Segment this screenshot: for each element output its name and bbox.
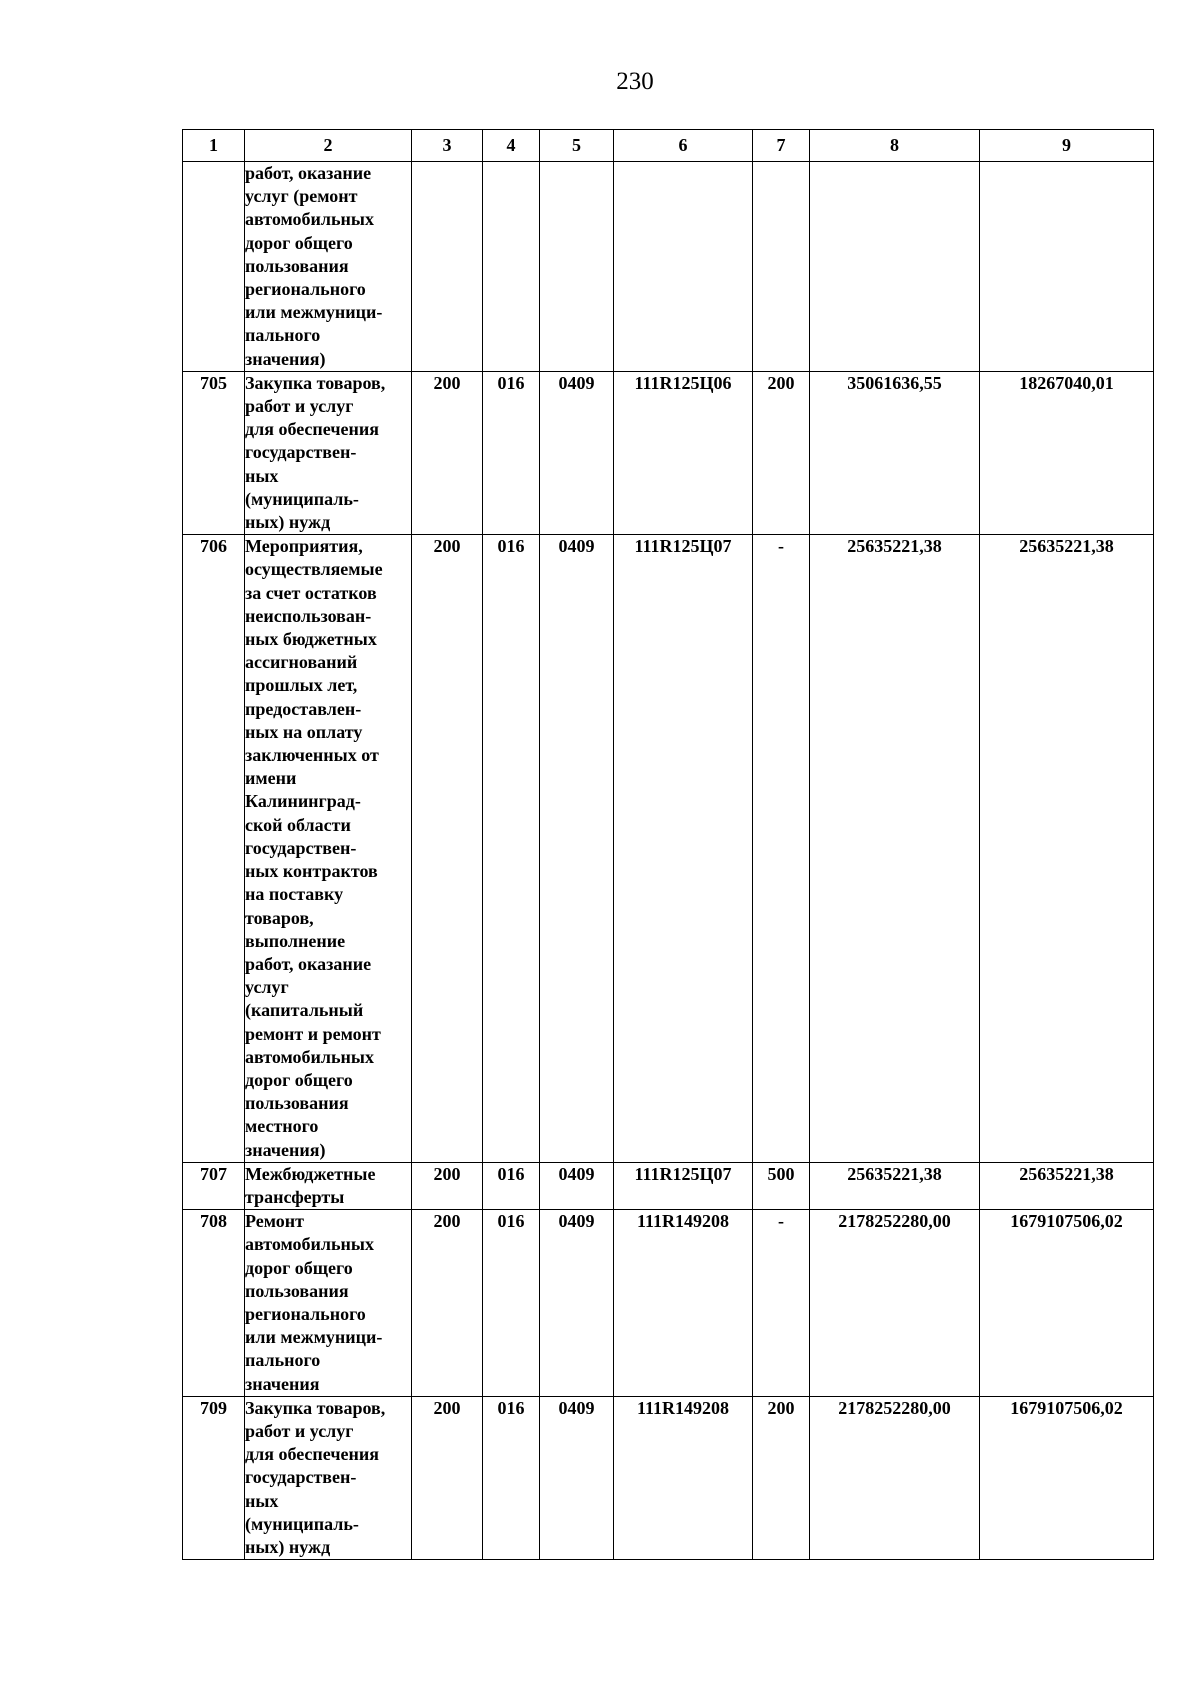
row-number-cell: 707	[183, 1162, 245, 1209]
code-cell-7: 500	[753, 1162, 810, 1209]
amount-cell-9: 18267040,01	[980, 371, 1154, 534]
description-line: пользования	[245, 1093, 349, 1114]
row-number-cell: 705	[183, 371, 245, 534]
description-cell	[245, 1210, 412, 1397]
description-line: Мероприятия,	[245, 536, 363, 557]
description-line: (муниципаль-	[245, 488, 359, 509]
description-line: услуг (ремонт	[245, 186, 358, 207]
description-line: (муниципаль-	[245, 1513, 359, 1534]
amount-cell-8: 35061636,55	[810, 371, 980, 534]
code-cell-3: 200	[412, 371, 483, 534]
description-line: местного	[245, 1116, 319, 1137]
description-line: регионального	[245, 1303, 366, 1324]
code-cell-4: 016	[483, 1396, 540, 1559]
description-line: значения)	[245, 348, 326, 369]
code-cell-6: 111R125Ц06	[614, 371, 753, 534]
code-cell-3: 200	[412, 1210, 483, 1397]
row-number-cell: 708	[183, 1210, 245, 1397]
description-line: государствен-	[245, 1467, 357, 1488]
header-cell: 9	[980, 130, 1154, 162]
code-cell-5: 0409	[540, 1210, 614, 1397]
header-cell: 8	[810, 130, 980, 162]
row-number-cell: 709	[183, 1396, 245, 1559]
page-number: 230	[616, 68, 654, 95]
header-cell: 7	[753, 130, 810, 162]
description-line: ремонт и ремонт	[245, 1023, 381, 1044]
amount-cell-8: 2178252280,00	[810, 1396, 980, 1559]
header-cell: 1	[183, 130, 245, 162]
code-cell-5	[540, 162, 614, 372]
table-row	[183, 1162, 1154, 1209]
amount-cell-9: 1679107506,02	[980, 1396, 1154, 1559]
description-line: работ и услуг	[245, 1420, 354, 1441]
description-line: на поставку	[245, 884, 344, 905]
description-line: за счет остатков	[245, 582, 377, 603]
header-cell: 5	[540, 130, 614, 162]
row-number-cell: 706	[183, 535, 245, 1162]
amount-cell-8	[810, 162, 980, 372]
description-line: услуг	[245, 977, 289, 998]
code-cell-5: 0409	[540, 371, 614, 534]
table-row	[183, 1210, 1154, 1397]
code-cell-7: 200	[753, 371, 810, 534]
table-row	[183, 162, 1154, 372]
description-line: выполнение	[245, 930, 346, 951]
amount-cell-9: 25635221,38	[980, 1162, 1154, 1209]
description-line: пользования	[245, 1280, 349, 1301]
description-line: значения	[245, 1373, 320, 1394]
code-cell-5: 0409	[540, 1162, 614, 1209]
description-line: ных	[245, 1490, 279, 1511]
code-cell-4	[483, 162, 540, 372]
code-cell-7	[753, 162, 810, 372]
description-line: для обеспечения	[245, 1444, 379, 1465]
description-line: автомобильных	[245, 1046, 374, 1067]
description-line: для обеспечения	[245, 419, 379, 440]
description-line: государствен-	[245, 837, 357, 858]
description-cell	[245, 1396, 412, 1559]
description-cell	[245, 371, 412, 534]
description-line: товаров,	[245, 907, 314, 928]
amount-cell-9	[980, 162, 1154, 372]
description-line: ных контрактов	[245, 861, 378, 882]
description-line: ской области	[245, 814, 351, 835]
code-cell-6	[614, 162, 753, 372]
code-cell-7: 200	[753, 1396, 810, 1559]
description-line: дорог общего	[245, 1069, 353, 1090]
amount-cell-9: 25635221,38	[980, 535, 1154, 1162]
description-line: или межмуници-	[245, 1327, 383, 1348]
description-line: осуществляемые	[245, 559, 383, 580]
code-cell-6: 111R125Ц07	[614, 535, 753, 1162]
amount-cell-8: 25635221,38	[810, 1162, 980, 1209]
description-line: Межбюджетные	[245, 1163, 376, 1184]
description-cell	[245, 535, 412, 1162]
description-cell	[245, 1162, 412, 1209]
code-cell-3: 200	[412, 1162, 483, 1209]
code-cell-3	[412, 162, 483, 372]
code-cell-6: 111R149208	[614, 1396, 753, 1559]
code-cell-5: 0409	[540, 1396, 614, 1559]
table-body	[183, 162, 1154, 1560]
description-line: ных бюджетных	[245, 629, 377, 650]
code-cell-4: 016	[483, 371, 540, 534]
amount-cell-8: 2178252280,00	[810, 1210, 980, 1397]
amount-cell-8: 25635221,38	[810, 535, 980, 1162]
description-line: значения)	[245, 1139, 326, 1160]
description-line: дорог общего	[245, 1257, 353, 1278]
code-cell-6: 111R125Ц07	[614, 1162, 753, 1209]
description-line: ных) нужд	[245, 1536, 331, 1557]
description-line: Закупка товаров,	[245, 372, 386, 393]
description-line: имени	[245, 768, 297, 789]
description-line: пального	[245, 1350, 321, 1371]
description-line: регионального	[245, 279, 366, 300]
budget-table	[182, 129, 1154, 1560]
code-cell-5: 0409	[540, 535, 614, 1162]
description-line: неиспользован-	[245, 605, 372, 626]
code-cell-4: 016	[483, 1210, 540, 1397]
description-cell	[245, 162, 412, 372]
header-cell: 4	[483, 130, 540, 162]
description-line: пального	[245, 325, 321, 346]
description-line: Закупка товаров,	[245, 1397, 386, 1418]
description-line: ассигнований	[245, 652, 358, 673]
description-line: пользования	[245, 255, 349, 276]
table-row	[183, 535, 1154, 1162]
description-line: заключенных от	[245, 745, 379, 766]
code-cell-6: 111R149208	[614, 1210, 753, 1397]
header-cell: 6	[614, 130, 753, 162]
description-line: автомобильных	[245, 209, 374, 230]
code-cell-7: -	[753, 535, 810, 1162]
description-line: Калининград-	[245, 791, 361, 812]
code-cell-3: 200	[412, 1396, 483, 1559]
header-cell: 3	[412, 130, 483, 162]
description-line: государствен-	[245, 442, 357, 463]
description-line: работ, оказание	[245, 953, 372, 974]
description-line: ных	[245, 465, 279, 486]
row-number-cell	[183, 162, 245, 372]
code-cell-4: 016	[483, 1162, 540, 1209]
amount-cell-9: 1679107506,02	[980, 1210, 1154, 1397]
description-line: дорог общего	[245, 232, 353, 253]
header-cell: 2	[245, 130, 412, 162]
code-cell-7: -	[753, 1210, 810, 1397]
description-line: ных) нужд	[245, 512, 331, 533]
description-line: предоставлен-	[245, 698, 362, 719]
description-line: или межмуници-	[245, 302, 383, 323]
header-row	[183, 130, 1154, 162]
description-line: работ, оказание	[245, 163, 372, 183]
description-line: прошлых лет,	[245, 675, 358, 696]
description-line: работ и услуг	[245, 396, 354, 417]
table-row	[183, 371, 1154, 534]
code-cell-3: 200	[412, 535, 483, 1162]
table-row	[183, 1396, 1154, 1559]
description-line: трансферты	[245, 1186, 345, 1207]
description-line: (капитальный	[245, 1000, 364, 1021]
description-line: автомобильных	[245, 1234, 374, 1255]
description-line: Ремонт	[245, 1211, 304, 1232]
description-line: ных на оплату	[245, 721, 363, 742]
code-cell-4: 016	[483, 535, 540, 1162]
